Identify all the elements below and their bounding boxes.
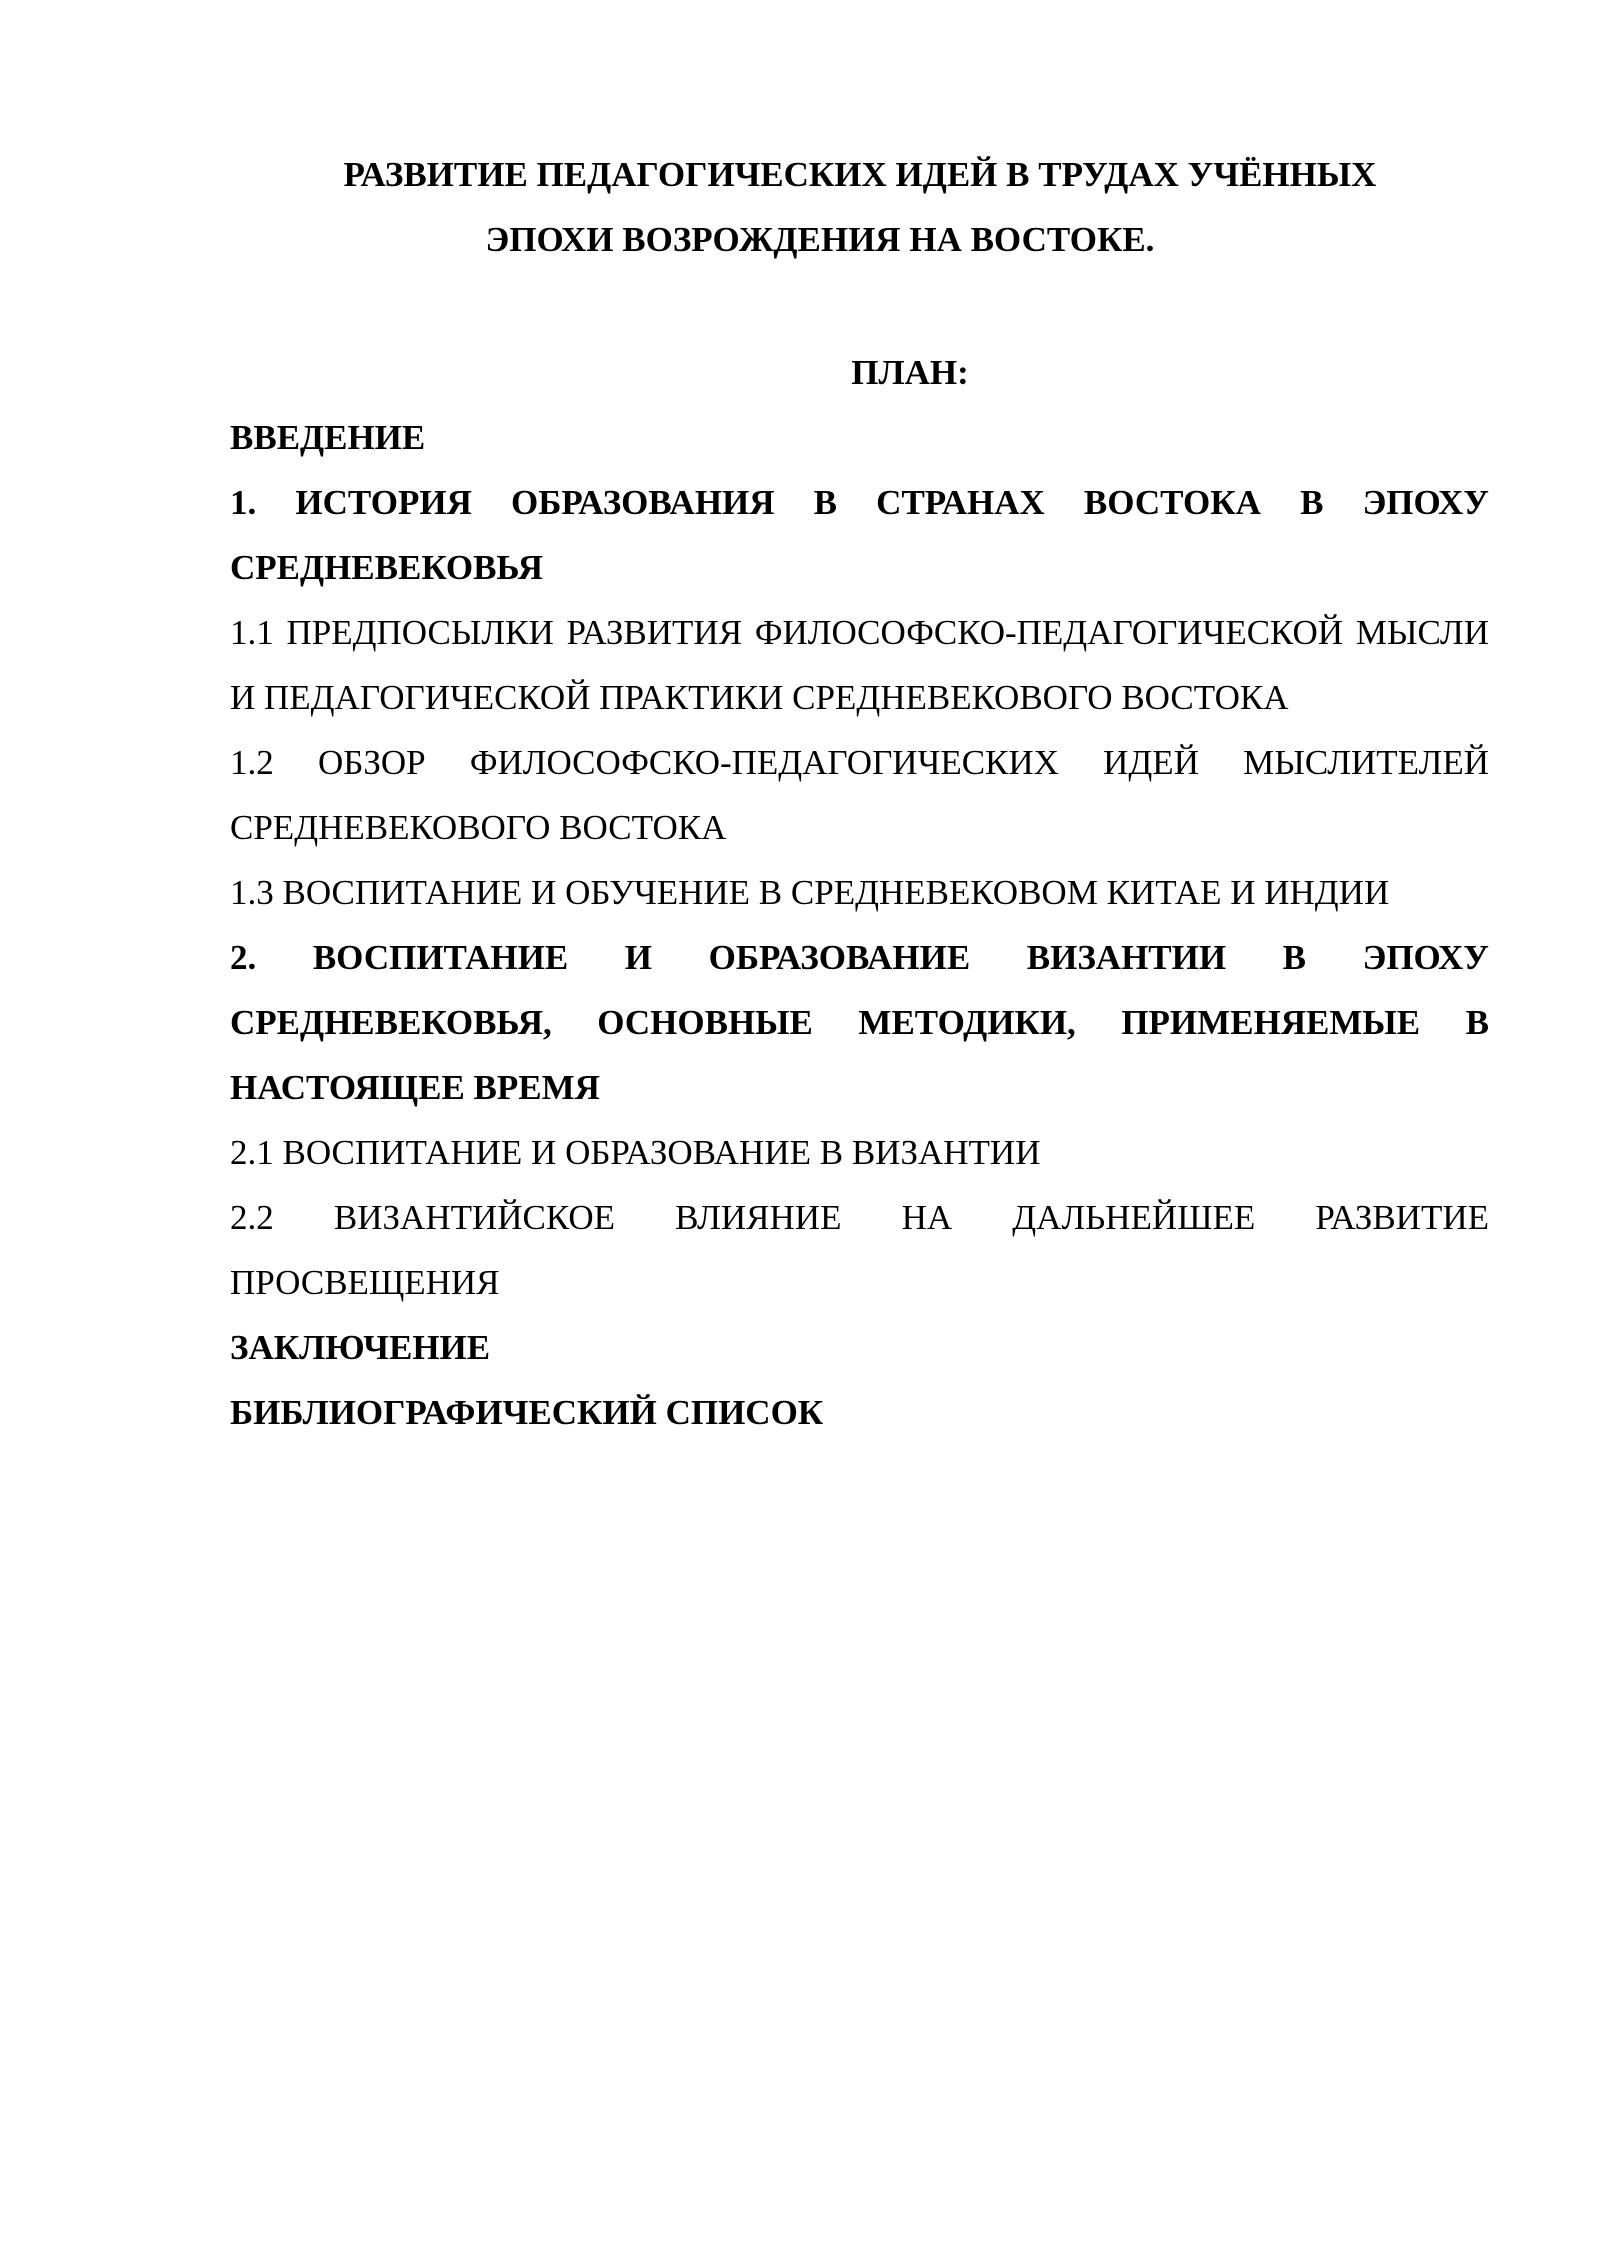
table-of-contents bbox=[230, 405, 1489, 1445]
toc-item-section-1: 1. ИСТОРИЯ ОБРАЗОВАНИЯ В СТРАНАХ ВОСТОКА В ЭПОХУ СРЕДНЕВЕКОВЬЯ bbox=[230, 483, 1489, 587]
plan-heading: ПЛАН: bbox=[851, 353, 969, 392]
toc-item-section-2: 2. ВОСПИТАНИЕ И ОБРАЗОВАНИЕ ВИЗАНТИИ В ЭПОХУ СРЕДНЕВЕКОВЬЯ, ОСНОВНЫЕ МЕТОДИКИ, ПРИМЕНЯЕМЫЕ В НАСТОЯЩЕЕ ВРЕМЯ bbox=[230, 938, 1489, 1107]
document-title bbox=[230, 142, 1490, 272]
toc-item-conclusion: ЗАКЛЮЧЕНИЕ bbox=[230, 1328, 491, 1367]
toc-item-section-1-2: 1.2 ОБЗОР ФИЛОСОФСКО-ПЕДАГОГИЧЕСКИХ ИДЕЙ МЫСЛИТЕЛЕЙ СРЕДНЕВЕКОВОГО ВОСТОКА bbox=[230, 743, 1489, 847]
toc-item-section-2-1: 2.1 ВОСПИТАНИЕ И ОБРАЗОВАНИЕ В ВИЗАНТИИ bbox=[230, 1133, 1041, 1172]
toc-item-introduction: ВВЕДЕНИЕ bbox=[230, 418, 426, 457]
toc-item-section-2-2: 2.2 ВИЗАНТИЙСКОЕ ВЛИЯНИЕ НА ДАЛЬНЕЙШЕЕ РАЗВИТИЕ ПРОСВЕЩЕНИЯ bbox=[230, 1198, 1489, 1302]
title-line-2: ЭПОХИ ВОЗРОЖДЕНИЯ НА ВОСТОКЕ. bbox=[485, 220, 1155, 259]
toc-item-section-1-3: 1.3 ВОСПИТАНИЕ И ОБУЧЕНИЕ В СРЕДНЕВЕКОВОМ КИТАЕ И ИНДИИ bbox=[230, 873, 1390, 912]
toc-item-bibliography: БИБЛИОГРАФИЧЕСКИЙ СПИСОК bbox=[230, 1393, 824, 1432]
toc-item-section-1-1: 1.1 ПРЕДПОСЫЛКИ РАЗВИТИЯ ФИЛОСОФСКО-ПЕДАГОГИЧЕСКОЙ МЫСЛИ И ПЕДАГОГИЧЕСКОЙ ПРАКТИКИ СРЕДНЕВЕКОВОГО ВОСТОКА bbox=[230, 613, 1489, 717]
title-line-1: РАЗВИТИЕ ПЕДАГОГИЧЕСКИХ ИДЕЙ В ТРУДАХ УЧЁННЫХ bbox=[343, 155, 1377, 194]
